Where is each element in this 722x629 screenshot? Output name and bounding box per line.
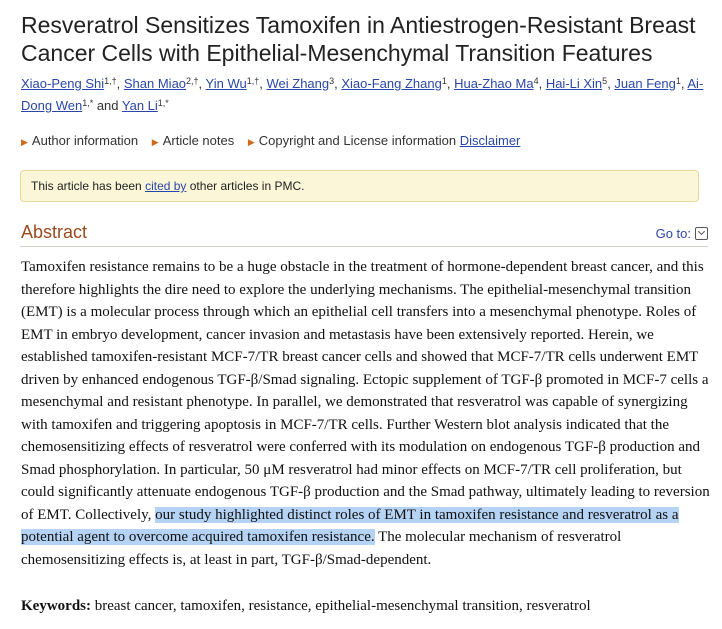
highlighted-text: our study highlighted distinct roles of EMT in tamoxifen resistance and resveratrol as a potential agent to overcome acquired tamoxifen resistance.	[21, 506, 679, 545]
author-link[interactable]: Yin Wu	[205, 76, 247, 91]
author-affiliation: 1,†	[104, 76, 117, 86]
author-link[interactable]: Xiao-Peng Shi	[21, 76, 105, 91]
cited-by-link[interactable]: cited by	[145, 179, 187, 193]
author-affiliation: 1,*	[157, 98, 169, 108]
author-separator: ,	[446, 76, 455, 91]
author-link[interactable]: Hua-Zhao Ma	[454, 76, 534, 91]
article-title: Resveratrol Sensitizes Tamoxifen in Antiestrogen-Resistant Breast Cancer Cells with Epithelial-Mesenchymal Transition Features	[21, 12, 696, 66]
author-affiliation: 5	[602, 76, 608, 86]
section-divider	[20, 246, 708, 247]
author-affiliation: 3	[329, 76, 335, 86]
copyright-link[interactable]: ▶ Copyright and License information	[247, 133, 457, 148]
author-link[interactable]: Wei Zhang	[266, 76, 330, 91]
author-separator: ,	[116, 76, 124, 91]
triangle-right-icon: ▶	[21, 137, 28, 147]
author-link[interactable]: Xiao-Fang Zhang	[341, 76, 442, 91]
abstract-heading: Abstract	[21, 222, 88, 242]
author-separator: ,	[334, 76, 342, 91]
author-link[interactable]: Yan Li	[121, 98, 158, 113]
triangle-right-icon: ▶	[247, 137, 255, 147]
author-affiliation: 2,†	[186, 76, 199, 86]
author-separator: ,	[259, 76, 267, 91]
author-affiliation: 1	[441, 76, 447, 86]
article-info-bar	[21, 133, 520, 150]
author-information-link[interactable]: ▶ Author information	[21, 133, 139, 148]
author-separator: ,	[607, 76, 615, 91]
article-notes-link[interactable]: ▶ Article notes	[151, 133, 235, 148]
disclaimer-link[interactable]: Disclaimer	[459, 133, 521, 148]
chevron-down-icon	[695, 227, 708, 240]
author-separator: and	[93, 98, 122, 113]
author-affiliation: 1	[675, 76, 681, 86]
author-separator: ,	[538, 76, 546, 91]
triangle-right-icon: ▶	[151, 137, 159, 147]
abstract-text: Tamoxifen resistance remains to be a huge obstacle in the treatment of hormone-dependent breast cancer, and this therefore highlights the dire need to explore the underlying mechanisms. The epithelial-mesenchymal transition (EMT) is a molecular process through which an epithelial cell transfers into a mesenchymal phenotype. Roles of EMT in embryo development, cancer invasion and metastasis have been extensively reported. Herein, we established tamoxifen-resistant MCF-7/TR breast cancer cells and showed that MCF-7/TR cells underwent EMT driven by enhanced endogenous TGF-β/Smad signaling. Ectopic supplement of TGF-β promoted in MCF-7 cells a mesenchymal and resistant phenotype. In parallel, we demonstrated that resveratrol was capable of synergizing with tamoxifen and triggering apoptosis in MCF-7/TR cells. Further Western blot analysis indicated that the chemosensitizing effects of resveratrol were conferred with its modulation on endogenous TGF-β production and Smad phosphorylation. In particular, 50 μM resveratrol had minor effects on MCF-7/TR cell proliferation, but could significantly attenuate endogenous TGF-β production and the Smad pathway, ultimately leading to reversion of EMT. Collectively, our study highlighted distinct roles of EMT in tamoxifen resistance and resveratrol as a potential agent to overcome acquired tamoxifen resistance. The molecular mechanism of resveratrol chemosensitizing effects is, at least in part, TGF-β/Smad-dependent.	[21, 259, 710, 568]
author-list	[21, 73, 711, 117]
author-affiliation: 1,*	[82, 98, 94, 108]
author-affiliation: 1,†	[246, 76, 260, 86]
author-link[interactable]: Ai-Dong Wen	[21, 76, 704, 113]
author-link[interactable]: Hai-Li Xin	[545, 76, 603, 91]
goto-menu[interactable]: Go to:	[656, 226, 708, 241]
author-link[interactable]: Shan Miao	[123, 76, 187, 91]
author-separator: ,	[680, 76, 688, 91]
author-affiliation: 4	[533, 76, 539, 86]
keywords-line: Keywords: breast cancer, tamoxifen, resistance, epithelial-mesenchymal transition, resveratrol	[21, 598, 591, 614]
author-separator: ,	[198, 76, 206, 91]
cited-by-notice: This article has been cited by other articles in PMC.	[20, 170, 699, 202]
author-link[interactable]: Juan Feng	[614, 76, 676, 91]
